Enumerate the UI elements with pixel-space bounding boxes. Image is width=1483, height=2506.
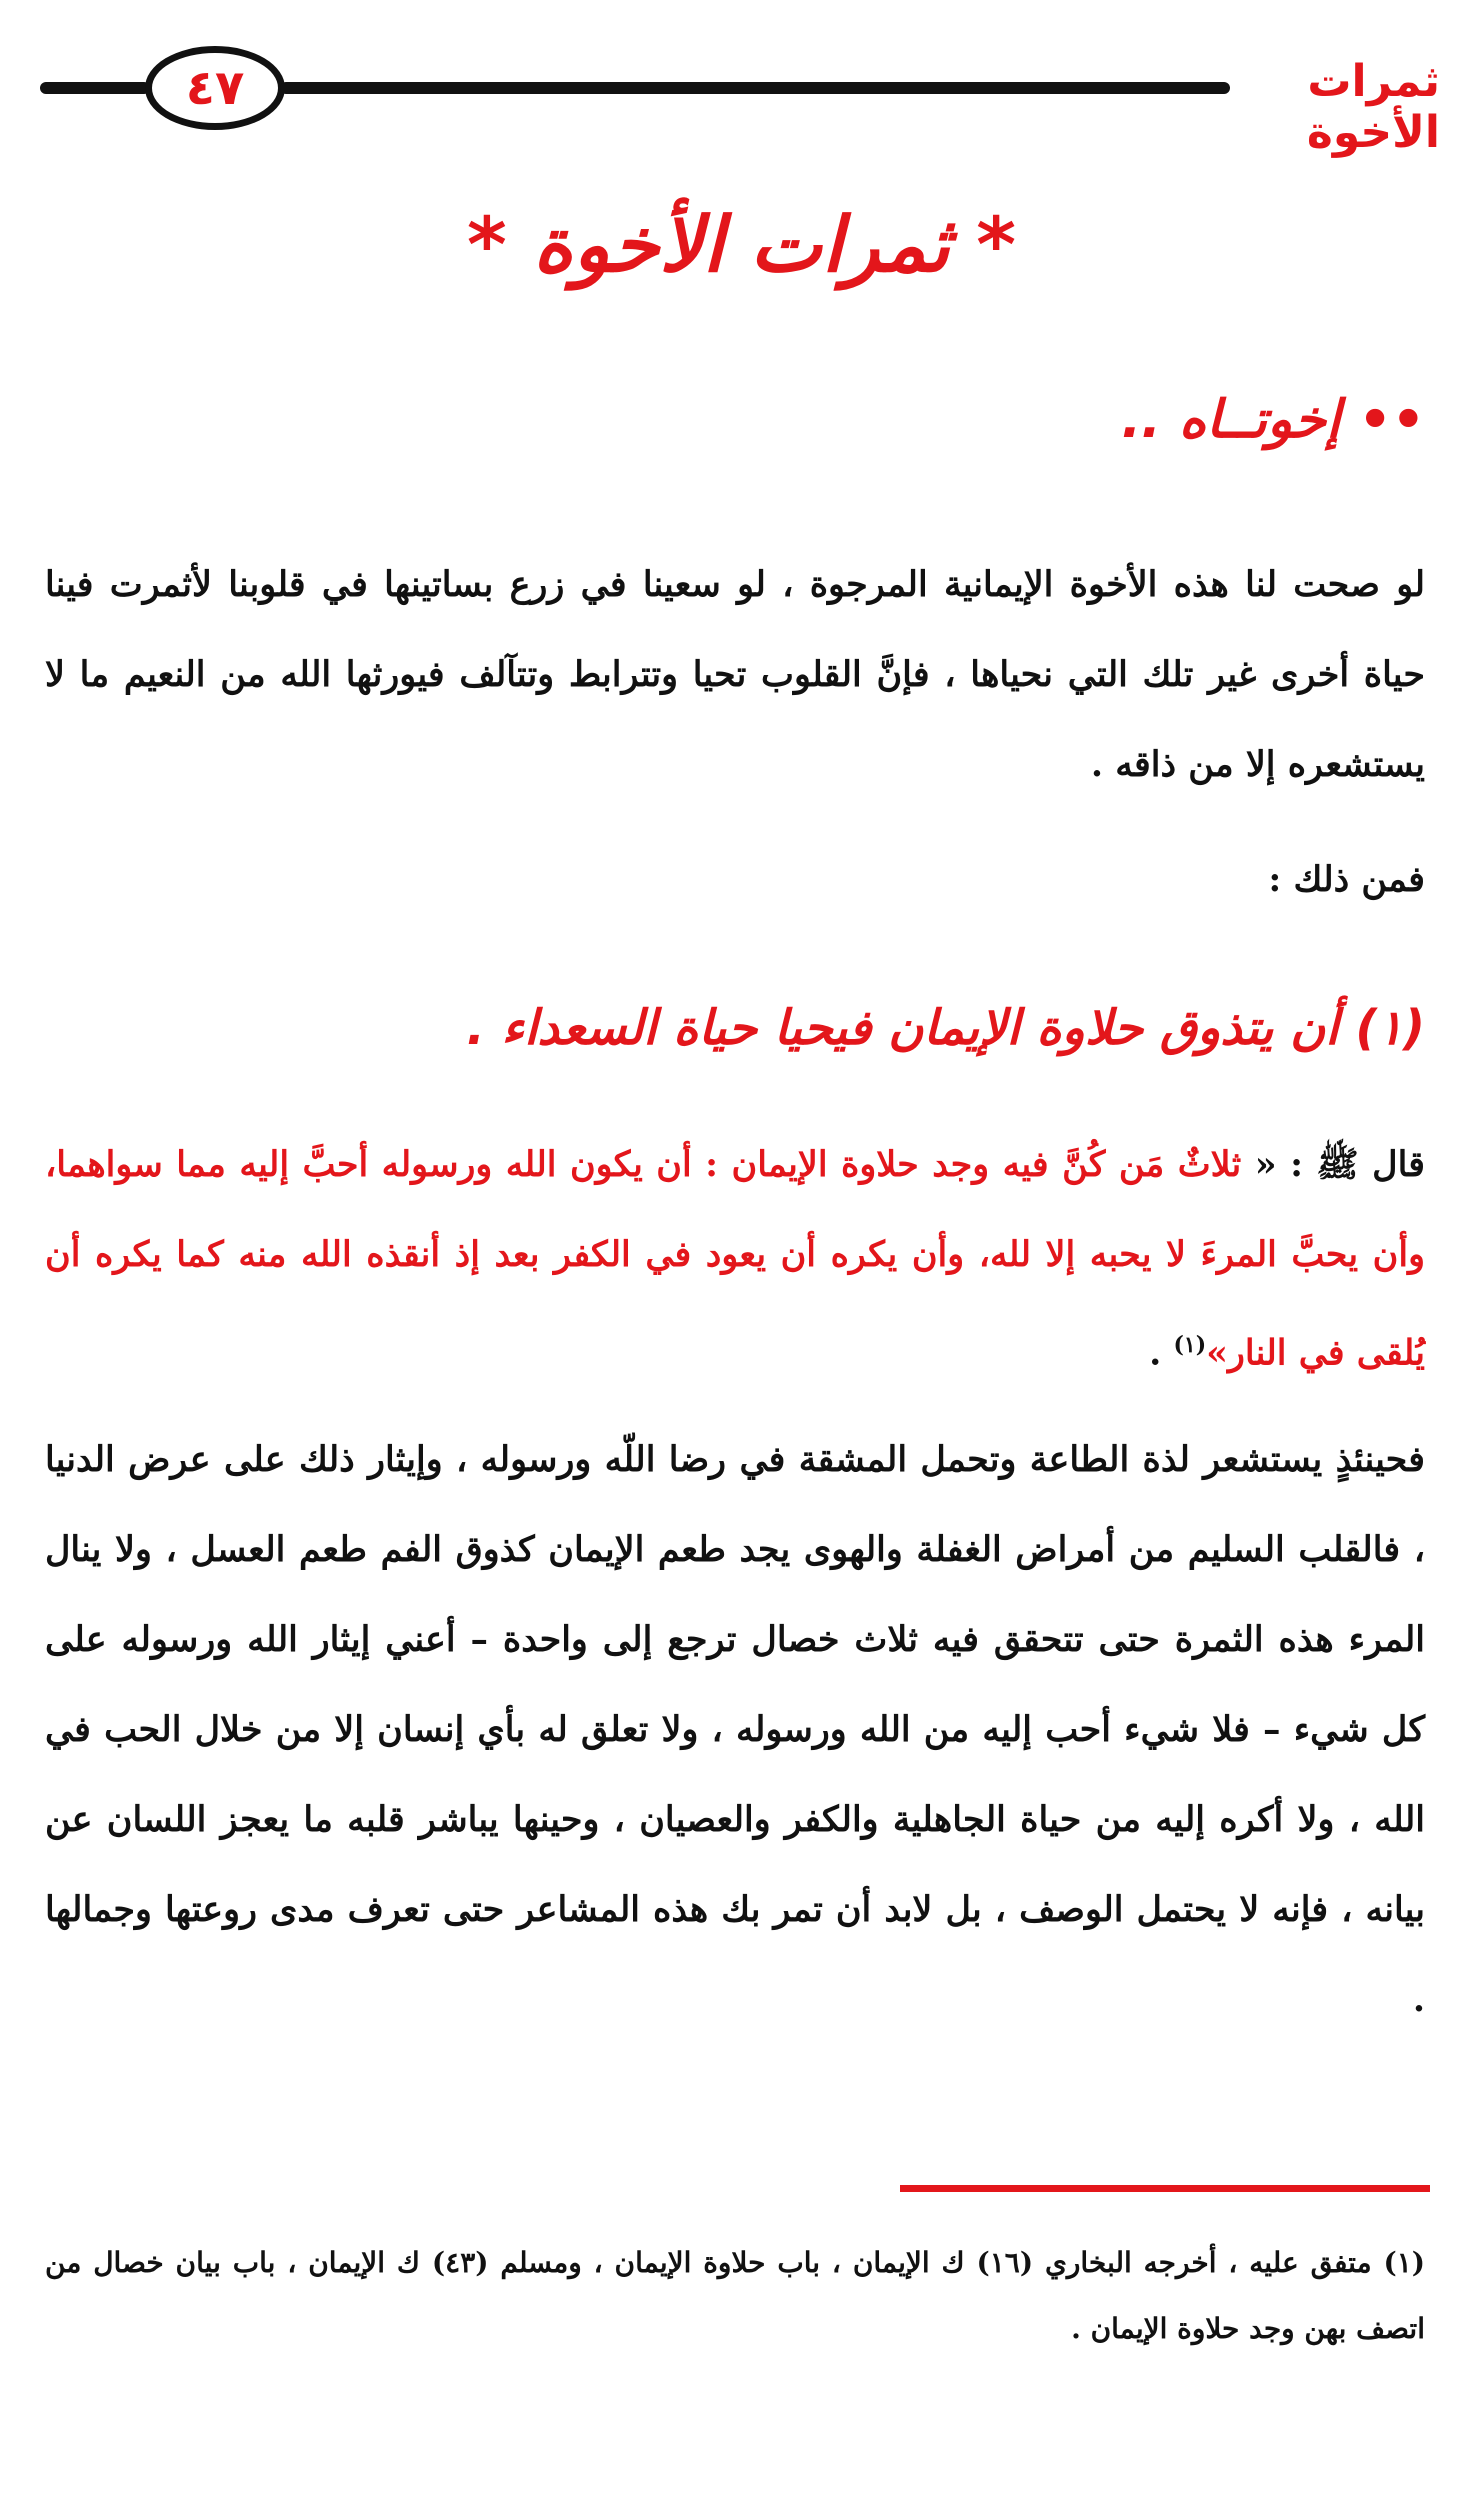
section-subtitle: •• إخوتــاه .. — [1121, 390, 1425, 450]
hadith-paragraph — [45, 1120, 1425, 1399]
footnote: (١) متفق عليه ، أخرجه البخاري (١٦) ك الإيمان ، باب حلاوة الإيمان ، ومسلم (٤٣) ك الإيمان ، باب بيان خصال من اتصف بهن وجد حلاوة الإيمان . — [45, 2246, 1425, 2345]
header-rule-left — [40, 82, 150, 94]
running-header — [40, 38, 1440, 158]
header-rule-right — [280, 82, 1230, 94]
hadith-end: . — [1149, 1332, 1174, 1374]
paragraph-intro: لو صحت لنا هذه الأخوة الإيمانية المرجوة ، لو سعينا في زرع بساتينها في قلوبنا لأثمرت فينا حياة أخرى غير تلك التي نحياها ، فإنَّ القلوب تحيا وتترابط وتتآلف فيورثها الله من النعيم ما لا يستشعره إلا من ذاقه . — [45, 564, 1425, 785]
section-heading: (١) أن يتذوق حلاوة الإيمان فيحيا حياة السعداء . — [466, 1000, 1425, 1056]
chapter-title: * ثمرات الأخوة * — [466, 200, 1017, 289]
page-number-oval — [145, 46, 285, 130]
footnote-divider — [900, 2185, 1430, 2192]
hadith-intro: قال ﷺ : « — [1254, 1144, 1425, 1185]
paragraph-transition: فمن ذلك : — [1268, 859, 1425, 900]
hadith-text: ثلاثٌ مَن كُنَّ فيه وجد حلاوة الإيمان : أن يكون الله ورسوله أحبَّ إليه مما سواهما، وأن يحبَّ المرءَ لا يحبه إلا لله، وأن يكره أن يعود في الكفر بعد إذ أنقذه الله منه كما يكره أن يُلقى في النار» — [45, 1144, 1425, 1374]
paragraph-explanation: فحينئذٍ يستشعر لذة الطاعة وتحمل المشقة في رضا اللّه ورسوله ، وإيثار ذلك على عرض الدنيا ، فالقلب السليم من أمراض الغفلة والهوى يجد طعم الإيمان كذوق الفم طعم العسل ، ولا ينال المرء هذه الثمرة حتى تتحقق فيه ثلاث خصال ترجع إلى واحدة – أعني إيثار الله ورسوله على كل شيء – فلا شيء أحب إليه من الله ورسوله ، ولا تعلق له بأي إنسان إلا من خلال الحب في الله ، ولا أكره إليه من حياة الجاهلية والكفر والعصيان ، وحينها يباشر قلبه ما يعجز اللسان عن بيانه ، فإنه لا يحتمل الوصف ، بل لابد أن تمر بك هذه المشاعر حتى تعرف مدى روعتها وجمالها . — [45, 1439, 1425, 2020]
running-title: ثمرات الأخوة — [1306, 56, 1440, 158]
footnote-reference[interactable]: (١) — [1173, 1332, 1207, 1358]
page-number: ٤٧ — [185, 60, 245, 116]
